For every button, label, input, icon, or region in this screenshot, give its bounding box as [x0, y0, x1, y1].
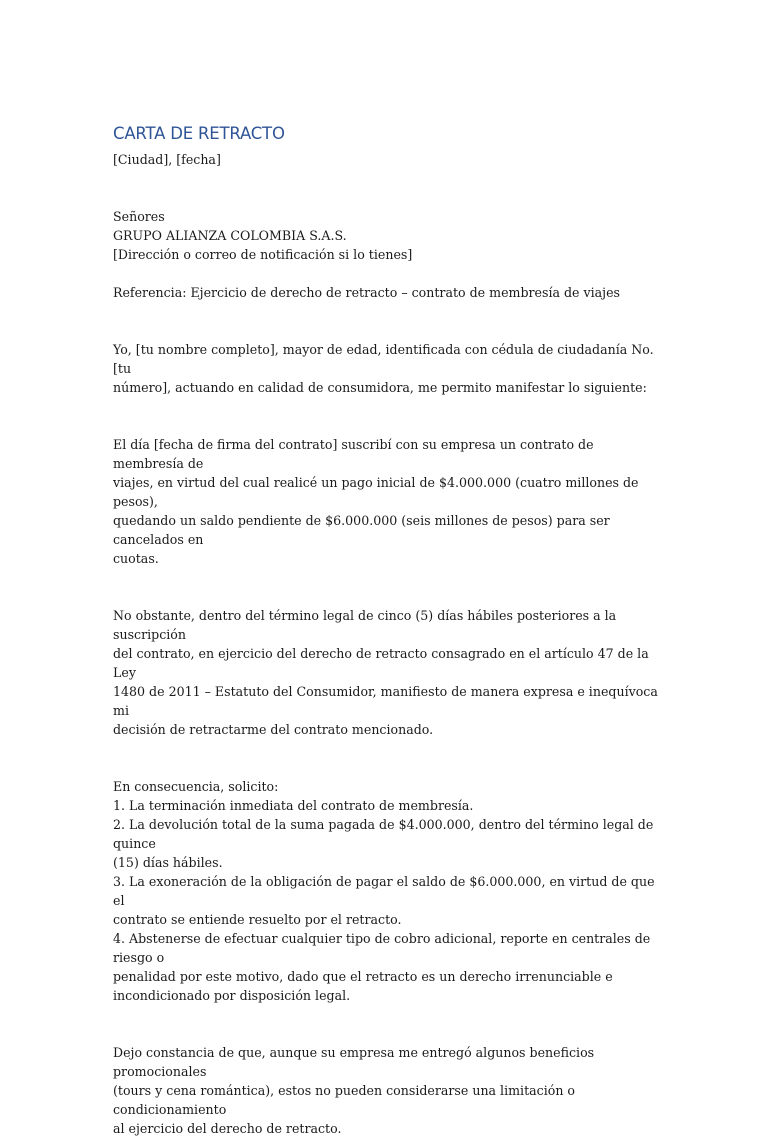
request-item: contrato se entiende resuelto por el retracto.: [113, 912, 402, 927]
letter-title: CARTA DE RETRACTO: [113, 124, 285, 143]
spacer: [113, 169, 658, 188]
text-line: del contrato, en ejercicio del derecho de retracto consagrado en el artículo 47 de la Ley: [113, 646, 649, 680]
spacer: [113, 758, 658, 777]
spacer: [113, 1005, 658, 1024]
spacer: [113, 302, 658, 321]
spacer: [113, 416, 658, 435]
text-line: Yo, [tu nombre completo], mayor de edad, identificada con cédula de ciudadanía No. [tu: [113, 342, 654, 376]
text-line: 1480 de 2011 – Estatuto del Consumidor, manifiesto de manera expresa e inequívoca mi: [113, 684, 658, 718]
letter-body: [113, 122, 658, 1138]
text-line: Dejo constancia de que, aunque su empresa me entregó algunos beneficios promocionales: [113, 1045, 595, 1079]
text-line: decisión de retractarme del contrato mencionado.: [113, 722, 434, 737]
text-line: cuotas.: [113, 551, 159, 566]
request-item: 2. La devolución total de la suma pagada de $4.000.000, dentro del término legal de quince: [113, 817, 654, 851]
paragraph-intro: [113, 340, 658, 397]
paragraph-requests: [113, 777, 658, 1005]
recipient-block: [113, 207, 658, 264]
spacer: [113, 568, 658, 587]
request-item: 3. La exoneración de la obligación de pagar el saldo de $6.000.000, en virtud de que el: [113, 874, 655, 908]
paragraph-facts: [113, 435, 658, 568]
recipient-salutation: Señores: [113, 209, 165, 224]
text-line: viajes, en virtud del cual realicé un pago inicial de $4.000.000 (cuatro millones de pesos),: [113, 475, 639, 509]
spacer: [113, 321, 658, 340]
spacer: [113, 1024, 658, 1043]
place-date: [Ciudad], [fecha]: [113, 152, 221, 167]
reference-line: Referencia: Ejercicio de derecho de retracto – contrato de membresía de viajes: [113, 285, 620, 300]
recipient-company: GRUPO ALIANZA COLOMBIA S.A.S.: [113, 228, 347, 243]
request-item: incondicionado por disposición legal.: [113, 988, 351, 1003]
spacer: [113, 188, 658, 207]
text-line: No obstante, dentro del término legal de cinco (5) días hábiles posteriores a la suscripción: [113, 608, 617, 642]
request-item: 1. La terminación inmediata del contrato de membresía.: [113, 798, 474, 813]
paragraph-closing: [113, 1043, 658, 1138]
text-line: (tours y cena romántica), estos no pueden considerarse una limitación o condicionamiento: [113, 1083, 576, 1117]
text-line: quedando un saldo pendiente de $6.000.000 (seis millones de pesos) para ser cancelados en: [113, 513, 610, 547]
text-line: El día [fecha de firma del contrato] suscribí con su empresa un contrato de membresía de: [113, 437, 594, 471]
recipient-address: [Dirección o correo de notificación si lo tienes]: [113, 247, 413, 262]
request-item: penalidad por este motivo, dado que el retracto es un derecho irrenunciable e: [113, 969, 613, 984]
text-line: al ejercicio del derecho de retracto.: [113, 1121, 342, 1136]
text-line: número], actuando en calidad de consumidora, me permito manifestar lo siguiente:: [113, 380, 647, 395]
request-item: 4. Abstenerse de efectuar cualquier tipo de cobro adicional, reporte en centrales de riesgo o: [113, 931, 651, 965]
spacer: [113, 739, 658, 758]
request-item: (15) días hábiles.: [113, 855, 223, 870]
requests-intro: En consecuencia, solicito:: [113, 779, 279, 794]
spacer: [113, 264, 658, 283]
spacer: [113, 587, 658, 606]
paragraph-retraction: [113, 606, 658, 739]
spacer: [113, 397, 658, 416]
